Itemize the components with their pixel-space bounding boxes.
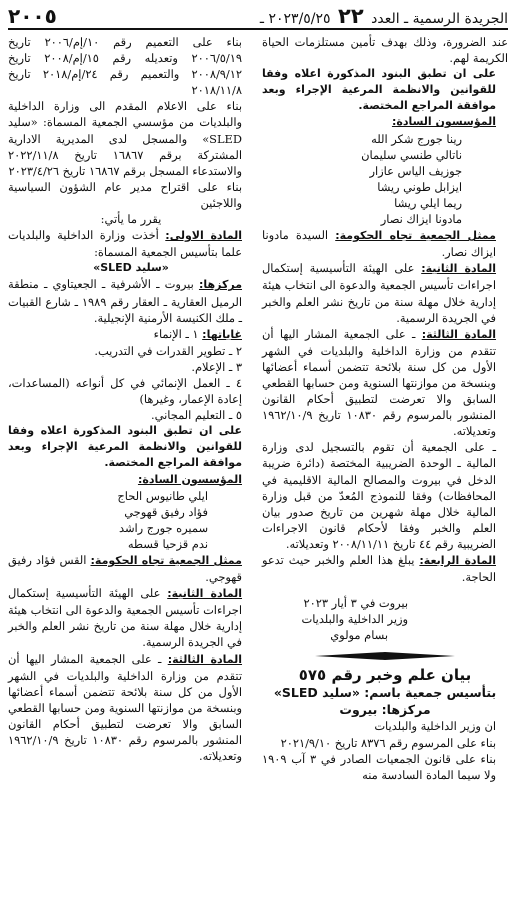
- decision-line: يقرر ما يأتي:: [100, 212, 162, 227]
- article-2: [8, 585, 254, 650]
- goal-item: ١ ـ الإنماء: [153, 326, 199, 341]
- right-column: [262, 34, 508, 783]
- founder-name: ريما ايلي ريشا: [394, 195, 462, 210]
- representative: [8, 552, 254, 585]
- founders-list: [262, 131, 508, 228]
- goals: [8, 326, 254, 343]
- conditions-paragraph: على ان تطبق البنود المذكورة اعلاه وفقا للقوانين والانظمة المرعية الإجراء وبعد موافقة المراجع المختصة.: [262, 67, 496, 113]
- notice-title-text: بيان علم وخبر رقم ٥٧٥: [298, 666, 472, 685]
- article-label: المادة الثانية:: [421, 262, 497, 276]
- article-label: المادة الثانية:: [167, 587, 243, 601]
- goal-item: ٢ ـ تطوير القدرات في التدريب.: [94, 343, 242, 358]
- founder-name: ناتالي طنسي سليمان: [361, 147, 462, 162]
- founder-name: مادونا ايزاك نصار: [380, 212, 462, 227]
- representative: [262, 227, 508, 260]
- issue-number: ٢٢: [338, 4, 364, 28]
- hq-text: بيروت ـ الأشرفية ـ الجعيتاوي ـ منطقة الرميل العقارية ـ العقار رقم ١٩٨٩ ـ شارع القبيات ـ ملك الكنيسة الأرمنية الإنجيلية.: [8, 277, 242, 325]
- representative-label: ممثل الجمعية تجاه الحكومة:: [335, 229, 496, 243]
- basis-line: بناء على المرسوم رقم ٨٣٧٦ تاريخ ٢٠٢١/٩/١٠: [280, 735, 496, 750]
- article-text: أخذت وزارة الداخلية والبلديات علما بتأسيس الجمعية المسماة:: [8, 228, 242, 260]
- gazette-title: [260, 4, 508, 28]
- headquarters: [8, 276, 254, 325]
- founder-name: فؤاد رفيق قهوجي: [124, 504, 208, 519]
- founder-name: ايزابل طوني ريشا: [377, 179, 462, 194]
- issue-date: ٢٠٢٣/٥/٢٥ ـ: [259, 11, 331, 27]
- representative-value: السيدة مادونا ايزاك نصار.: [262, 228, 496, 260]
- notice-hq: مركزها: بيروت: [339, 702, 431, 718]
- article-4: [262, 552, 508, 585]
- signature-title: وزير الداخلية والبلديات: [301, 612, 408, 627]
- article-text: على الهيئة التأسيسية إستكمال اجراءات تأسيس الجمعية والدعوة الى انتخاب هيئة إدارية خلال مهلة سنة من تاريخ نشر العلم والخبر في الجريدة الرسمية.: [262, 261, 496, 325]
- signature-name: بسام مولوي: [330, 628, 388, 643]
- article-label: المادة الثالثة:: [421, 327, 497, 341]
- article-label: المادة الاولى:: [165, 229, 242, 243]
- article-text: يبلغ هذا العلم والخبر حيث تدعو الحاجة.: [262, 553, 496, 585]
- article-1: [8, 227, 254, 260]
- columns: [8, 34, 508, 783]
- basis-line: بناء على الاعلام المقدم الى وزارة الداخلية والبلديات من مؤسسي الجمعية المسماة: «سليد SLED» والمسجل لدى المديرية الادارية المشتركة برقم ١٦٨٦٧ تاريخ ٢٠٢٢/١١/٨ والاستدعاء المسجل برقم ١٦٨٦٧ تاريخ ٢٠٢٣/٤/٢٦: [8, 99, 242, 178]
- article-text: على الهيئة التأسيسية إستكمال اجراءات تأسيس الجمعية والدعوة الى انتخاب هيئة إدارية خلال مهلة سنة من تاريخ نشر العلم والخبر في الجريدة الرسمية.: [8, 586, 242, 650]
- goal-item: ٥ ـ التعليم المجاني.: [150, 408, 242, 423]
- notice-title: [262, 667, 508, 684]
- association-name: «سليد SLED»: [93, 261, 169, 275]
- representative-label: ممثل الجمعية تجاه الحكومة:: [90, 554, 242, 567]
- spacer: [262, 585, 508, 595]
- article-label: المادة الرابعة:: [419, 554, 496, 567]
- basis-line: بناء على اقتراح مدير عام الشؤون السياسية واللاجئين: [8, 179, 242, 210]
- goal-item: ٤ ـ العمل الإنمائي في كل أنواعه (المساعدات، إعادة الإعمار، وغيرها): [8, 375, 242, 407]
- article-text: ـ على الجمعية المشار اليها أن تتقدم من وزارة الداخلية والبلديات في الشهر الأول من كل سنة بلائحة تتضمن أسماء أعضائها وبنسخة من موازنتها السنوية ومن حسابها القطعي السابق والا تعرضت لتطبيق أحكام القانون المنشور بالمرسوم رقم ١٠٨٣٠ تاريخ ١٩٦٢/١٠/٩ وتعديلاته.: [262, 326, 496, 439]
- hq-label: مركزها:: [198, 278, 243, 292]
- notice-subtitle: بتأسيس جمعية باسم: «سليد SLED»: [273, 685, 497, 701]
- article-text: ـ على الجمعية المشار اليها أن تتقدم من وزارة الداخلية والبلديات في الشهر الأول من كل سنة بلائحة تتضمن أسماء أعضائها وبنسخة من موازنتها السنوية ومن حسابها القطعي السابق والا تعرضت لتطبيق أحكام القانون المنشور بالمرسوم رقم ١٠٨٣٠ تاريخ ١٩٦٢/١٠/٩ وتعديلاته.: [8, 651, 242, 764]
- representative-value: القس فؤاد رفيق قهوجي.: [8, 553, 242, 585]
- page-header: [8, 4, 508, 30]
- founders-title: المؤسسون السادة:: [391, 115, 496, 129]
- founder-name: جوزيف الياس عازار: [369, 163, 462, 178]
- founder-name: ايلي طانيوس الحاج: [117, 488, 208, 503]
- goals-label: غاياتها:: [202, 327, 242, 341]
- article-3: [8, 651, 254, 765]
- founders-title: المؤسسون السادة:: [137, 472, 242, 486]
- divider-ornament: [315, 651, 455, 661]
- article-3-tax: ـ على الجمعية أن تقوم بالتسجيل لدى وزارة المالية ـ الوحدة الضريبية المختصة (دائرة ضريبة الدخل في بيروت والمصالح المالية الاقليمية في المحافظات) وفقا للنموذج المُعدّ من قبل وزارة المالية خلال مهلة شهرين من تاريخ صدور بيان العلم والخبر وفقا لأحكام قانون الاجراءات الضريبية رقم ٤٤ تاريخ ٢٠٠٨/١١/١١ وتعديلاته.: [262, 440, 496, 551]
- founder-name: رينا جورج شكر الله: [371, 131, 462, 146]
- left-column: [8, 34, 254, 783]
- founder-name: سميره جورج راشد: [118, 520, 208, 535]
- goal-item: ٣ ـ الإعلام.: [191, 359, 242, 374]
- minister-line: ان وزير الداخلية والبلديات: [374, 719, 496, 734]
- basis-line: بناء على قانون الجمعيات الصادر في ٣ آب ١٩٠٩ ولا سيما المادة السادسة منه: [262, 751, 496, 782]
- founder-name: ندم قزحيا قسطه: [127, 536, 208, 551]
- article-3: [262, 326, 508, 440]
- article-label: المادة الثالثة:: [167, 652, 243, 666]
- conditions-paragraph: على ان تطبق البنود المذكورة اعلاه وفقا للقوانين والانظمة المرعية الإجراء وبعد موافقة المراجع المختصة.: [8, 424, 242, 470]
- section-divider: [262, 651, 508, 661]
- article-2: [262, 260, 508, 325]
- signature-date: بيروت في ٣ أيار ٢٠٢٣: [303, 596, 408, 611]
- header-title-prefix: الجريدة الرسمية ـ العدد: [371, 11, 508, 27]
- founders-list: [8, 488, 254, 552]
- page-number: ٢٠٠٥: [8, 4, 57, 28]
- paragraph: عند الضرورة، وذلك بهدف تأمين مستلزمات الحياة الكريمة لهم.: [262, 35, 508, 66]
- basis-line: بناء على التعميم رقم ١٠/إم/٢٠٠٦ تاريخ ٢٠٠٦/٥/١٩ وتعديله رقم ١٥/إم/٢٠٠٨ تاريخ ٢٠٠٨/٩/١٢ والتعميم رقم ٢٤/إم/٢٠١٨ تاريخ ٢٠١٨/١١/٨: [8, 35, 243, 98]
